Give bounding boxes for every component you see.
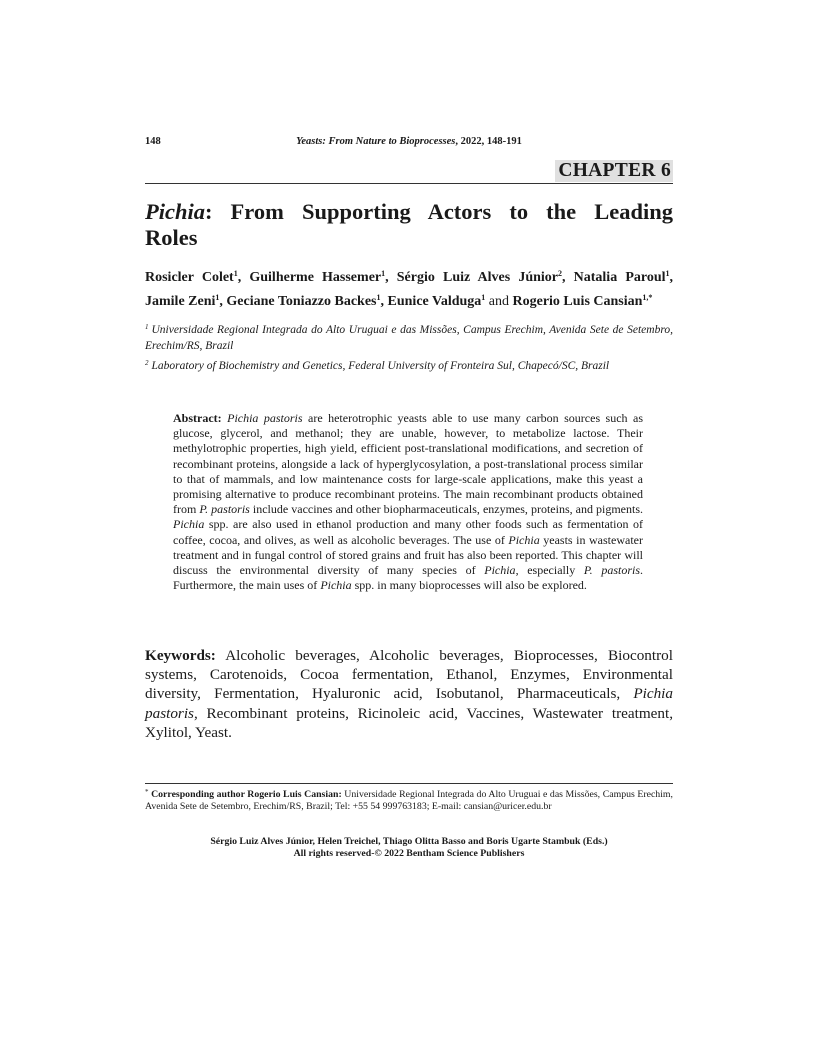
running-header xyxy=(145,136,673,152)
abstract-text: . Furthermore, the main uses of xyxy=(173,563,643,593)
author-list xyxy=(145,264,673,312)
journal-title: Yeasts: From Nature to Bioprocesses xyxy=(296,136,456,147)
author-name: Jamile Zeni xyxy=(145,294,216,309)
footnote-label: Corresponding author Rogerio Luis Cansian: xyxy=(151,789,342,800)
keywords-text: Alcoholic beverages, Alcoholic beverages, Bioprocesses, Biocontrol systems, Carotenoids, Cocoa fermentation, Ethanol, Enzymes, Environmental diversity, Fermentation, Hyaluronic acid, Isobutanol, Pharmaceuticals, xyxy=(145,647,673,703)
author-name: Guilherme Hassemer xyxy=(249,270,382,285)
journal-citation xyxy=(145,136,673,147)
footnote-divider xyxy=(145,783,673,784)
author-separator: , xyxy=(562,270,574,285)
affiliation-number: 2 xyxy=(145,359,149,367)
author-name: Rogerio Luis Cansian xyxy=(512,294,643,309)
author-separator: , xyxy=(237,270,250,285)
author-affiliation-marker: 1 xyxy=(233,269,238,278)
author-name: Rosicler Colet xyxy=(145,270,234,285)
author-name: Geciane Toniazzo Backes xyxy=(226,294,377,309)
journal-volume: , 2022, 148-191 xyxy=(455,136,522,147)
title-genus: Pichia xyxy=(145,199,205,224)
author-name: Sérgio Luiz Alves Júnior xyxy=(396,270,559,285)
abstract-label: Abstract: xyxy=(173,411,222,425)
abstract-text: , especially xyxy=(515,563,584,578)
affiliation-2 xyxy=(145,356,673,375)
abstract-italic: Pichia xyxy=(484,563,516,578)
author-affiliation-marker: 1 xyxy=(376,293,381,302)
chapter-label: CHAPTER 6 xyxy=(555,160,673,182)
footnote-text: Universidade Regional Integrada do Alto Uruguai e das Missões, Campus Erechim, Avenida Sete de Setembro, Erechim/RS, Brazil; Tel: +55 54 999763183; E-mail: cansian@uricer.edu.br xyxy=(145,789,673,812)
author-separator: , xyxy=(669,270,674,285)
abstract-text: are heterotrophic yeasts able to use many carbon sources such as glucose, glycerol, and methanol; they are unable, however, to metabolize lactose. Their methylotrophic properties, high yield, efficient post-translational modifications, and secretion of recombinant proteins, alongside a lack of hyperglycosylation, a post-translational process similar to that of mammals, and low maintenance costs for large-scale applications, make this yeast a promising alternative to produce recombinant proteins. The main recombinant products obtained from xyxy=(173,411,643,517)
editors-block xyxy=(145,836,673,860)
abstract-text: include vaccines and other biopharmaceuticals, enzymes, proteins, and pigments. xyxy=(249,502,643,517)
abstract-text: spp. in many bioprocesses will also be explored. xyxy=(351,578,587,593)
copyright-line: All rights reserved-© 2022 Bentham Science Publishers xyxy=(293,848,525,859)
author-separator: , xyxy=(385,270,397,285)
abstract-text: spp. are also used in ethanol production and many other foods such as fermentation of coffee, cocoa, and olives, as well as alcoholic beverages. The use of xyxy=(173,517,643,547)
abstract-italic: P. pastoris xyxy=(583,563,640,578)
affiliation-text: Universidade Regional Integrada do Alto Uruguai e das Missões, Campus Erechim, Avenida Sete de Setembro, Erechim/RS, Brazil xyxy=(145,324,673,352)
author-separator: , xyxy=(380,294,388,309)
title-rest: : From Supporting Actors to the Leading Roles xyxy=(145,199,673,250)
abstract-italic: Pichia xyxy=(508,532,540,547)
author-affiliation-marker: 2 xyxy=(558,269,563,278)
editors-line: Sérgio Luiz Alves Júnior, Helen Treichel, Thiago Olitta Basso and Boris Ugarte Stambuk (Eds.) xyxy=(210,836,608,847)
keywords-text: , Recombinant proteins, Ricinoleic acid, Vaccines, Wastewater treatment, Xylitol, Yeast. xyxy=(145,704,673,741)
affiliation-1 xyxy=(145,320,673,354)
chapter-title xyxy=(145,199,673,251)
author-separator: , xyxy=(219,294,227,309)
affiliation-text: Laboratory of Biochemistry and Genetics, Federal University of Fronteira Sul, Chapecó/SC, Brazil xyxy=(151,360,610,372)
author-affiliation-marker: 1 xyxy=(381,269,386,278)
abstract-italic: Pichia xyxy=(173,517,205,532)
page-number: 148 xyxy=(145,136,161,147)
author-affiliation-marker: 1 xyxy=(215,293,220,302)
chapter-bar xyxy=(145,160,673,184)
author-affiliation-marker: 1,* xyxy=(642,293,653,302)
abstract-italic: Pichia pastoris xyxy=(227,411,303,425)
footnote-marker: * xyxy=(145,788,149,796)
keywords xyxy=(145,646,673,742)
abstract xyxy=(173,411,643,593)
author-name: Eunice Valduga xyxy=(387,294,482,309)
author-affiliation-marker: 1 xyxy=(481,293,486,302)
abstract-text: yeasts in wastewater treatment and in fungal control of stored grains and fruit has also been reported. This chapter will discuss the environmental diversity of many species of xyxy=(173,532,643,578)
abstract-italic: Pichia xyxy=(320,578,352,593)
keywords-label: Keywords: xyxy=(145,647,216,664)
keywords-italic: Pichia pastoris xyxy=(145,685,673,722)
author-conjunction: and xyxy=(488,294,509,309)
abstract-italic: P. pastoris xyxy=(199,502,250,517)
author-name: Natalia Paroul xyxy=(573,270,666,285)
corresponding-author-footnote xyxy=(145,786,673,813)
author-affiliation-marker: 1 xyxy=(665,269,670,278)
affiliation-number: 1 xyxy=(145,323,149,331)
